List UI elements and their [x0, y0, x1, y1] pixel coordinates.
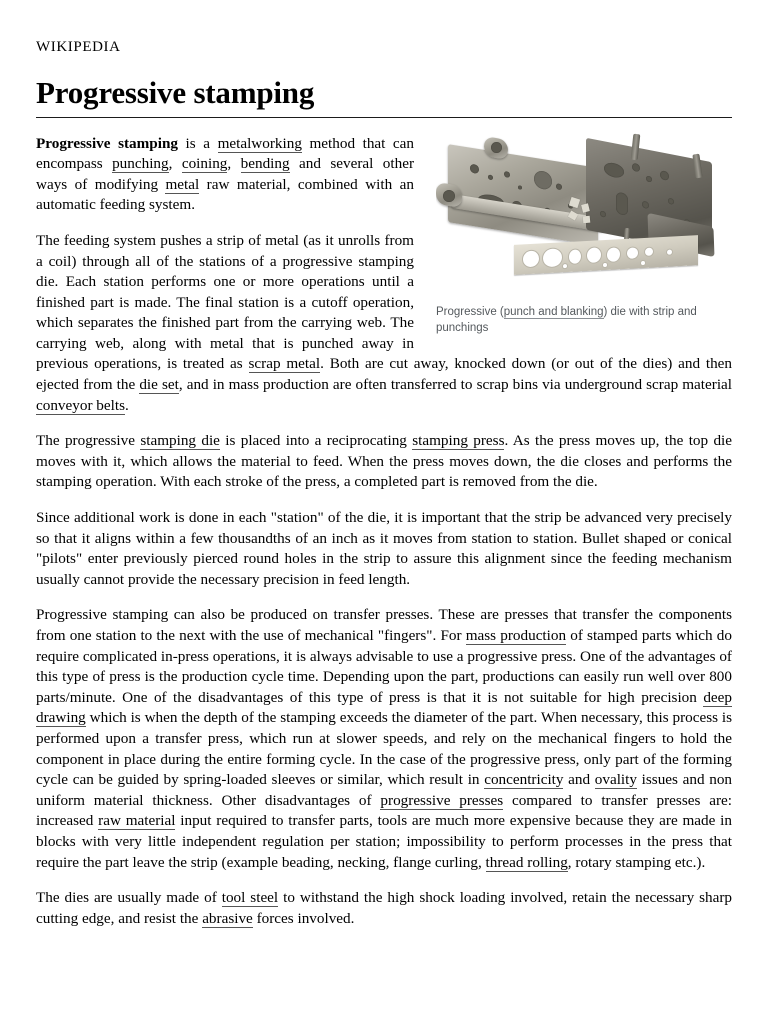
stamped-strip — [514, 235, 698, 275]
p2-text-3: , and in mass production are often transferred to scrap bins via underground scrap material — [178, 376, 732, 394]
link-concentricity[interactable]: concentricity — [484, 771, 564, 789]
link-abrasive[interactable]: abrasive — [202, 909, 253, 927]
p3-text-1: The progressive — [36, 432, 141, 450]
p5-text-2: of stamped parts which do require complicated in-press operations, it is always advisable to use a progressive press. One of the advantages of this type of press is the production cycle time. Depending upon the part, productions can easily run well over 800 parts/minute. One of the disadvantages of this type of press is that it is not suitable for high precision — [36, 627, 732, 706]
p5-text-8: , rotary stamping etc.). — [567, 853, 706, 871]
page-title: Progressive stamping — [36, 75, 315, 110]
link-stamping-die[interactable]: stamping die — [140, 432, 220, 450]
caption-text-before: Progressive ( — [436, 305, 504, 318]
paragraph-stamping-press — [36, 431, 732, 493]
article-subject-bold: Progressive stamping — [36, 134, 178, 152]
p6-text-3: forces involved. — [252, 909, 355, 927]
p5-text-5: issues and non uniform material thickness. Other disadvantages of — [36, 771, 733, 809]
figure — [436, 132, 732, 337]
link-mass-production[interactable]: mass production — [465, 627, 567, 645]
link-raw-material[interactable]: raw material — [98, 812, 176, 830]
p5-text-6: compared to transfer presses are: increased — [36, 791, 732, 830]
p5-text-1: Progressive stamping can also be produced on transfer presses. These are presses that transfer the components from one station to the next with the use of mechanical "fingers". For — [36, 606, 732, 645]
link-punching[interactable]: punching — [112, 155, 169, 173]
p5-text-3: which is when the depth of the stamping exceeds the diameter of the part. When necessary, this process is performed upon a transfer press, which run at slower speeds, and rely on the mechanical fingers to hold the component in place during the entire forming cycle. In the case of the progressive press, only part of the forming cycle can be guided by spring-loaded sleeves or similar, which result in — [36, 709, 732, 789]
link-progressive-presses[interactable]: progressive presses — [380, 791, 504, 809]
p1-text-4: , — [227, 155, 241, 173]
link-metalworking[interactable]: metalworking — [217, 134, 302, 152]
p5-text-4: and — [563, 771, 595, 789]
guide-bore-left-a — [443, 190, 455, 202]
p4-text-1: Since additional work is done in each "station" of the die, it is important that the strip be advanced very precisely so that it aligns within a few thousandths of an inch as it moves from station to station. Bullet shaped or conical "pilots" enter previously pierced round holes in the strip to assure this alignment since the feeding mechanism usually cannot provide the necessary precision in feed length. — [36, 509, 732, 588]
p1-text-3: , — [168, 155, 182, 173]
figure-image[interactable] — [436, 132, 732, 282]
guide-bore-left-b — [491, 142, 502, 153]
paragraph-tool-steel — [36, 888, 732, 929]
p3-text-3: . As the press moves up, the top die moves with it, which allows the material to feed. When the press moves down, the die closes and performs the stamping operation. With each stroke of the press, a completed part is removed from the die. — [36, 432, 732, 491]
p1-text-5: and several other ways of modifying — [36, 155, 415, 193]
p6-text-1: The dies are usually made of — [36, 889, 222, 907]
link-deep-drawing[interactable]: deep drawing — [36, 688, 732, 727]
figure-caption — [436, 304, 721, 337]
link-thread-rolling[interactable]: thread rolling — [485, 853, 568, 871]
link-ovality[interactable]: ovality — [594, 771, 637, 789]
p1-text-2: method that can encompass — [36, 134, 415, 173]
p1-text-1: is a — [178, 134, 218, 152]
link-die-set[interactable]: die set — [139, 376, 179, 394]
p1-text-6: raw material, combined with an automatic feeding system. — [36, 175, 414, 214]
caption-link-punch-and-blanking[interactable]: punch and blanking — [503, 305, 604, 318]
link-tool-steel[interactable]: tool steel — [221, 889, 279, 907]
link-bending[interactable]: bending — [240, 155, 290, 173]
punching-chip-4 — [583, 215, 591, 223]
paragraph-precision — [36, 508, 732, 590]
p2-text-4: . — [125, 396, 129, 414]
p3-text-2: is placed into a reciprocating — [219, 432, 413, 450]
p6-text-2: to withstand the high shock loading involved, retain the necessary sharp cutting edge, and resist the — [36, 889, 733, 927]
link-coining[interactable]: coining — [181, 155, 228, 173]
link-scrap-metal[interactable]: scrap metal — [248, 355, 321, 373]
caption-text-after: ) die with strip and punchings — [436, 305, 697, 335]
link-metal[interactable]: metal — [165, 175, 200, 193]
title-divider — [36, 117, 732, 118]
paragraph-transfer-presses — [36, 605, 732, 873]
die-half-left — [448, 144, 598, 246]
link-conveyor-belts[interactable]: conveyor belts — [36, 396, 125, 414]
p5-text-7: input required to transfer parts, tools are much more expensive because they are made in blocks with very little independent regulation per station; impossibility to perform processes in the press that require the part leave the strip (example beading, necking, flange curling, — [36, 812, 732, 871]
wikipedia-wordmark: wikipedia — [36, 32, 121, 56]
p2-text-1: The feeding system pushes a strip of metal (as it unrolls from a coil) through all of the stations of a progressive stamping die. Each station performs one or more operations until a finished part is made. The final station is a cutoff operation, which separates the finished part from the carrying web. The carrying web, along with metal that is punched away in previous operations, is treated as — [36, 231, 414, 373]
link-stamping-press[interactable]: stamping press — [412, 432, 505, 450]
p2-text-2: . Both are cut away, knocked down (or out of the dies) and then ejected from the — [36, 355, 732, 394]
